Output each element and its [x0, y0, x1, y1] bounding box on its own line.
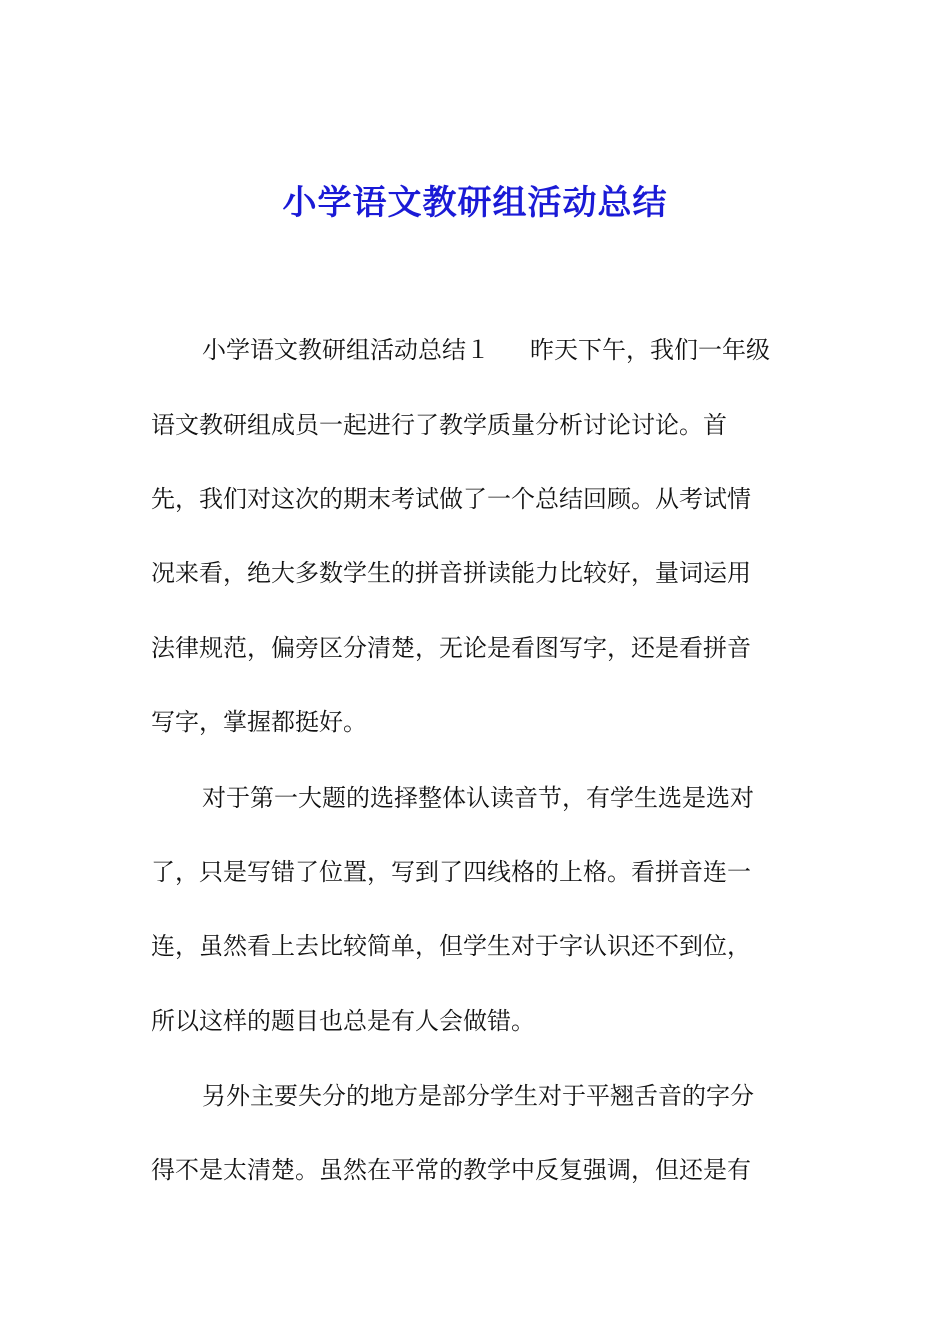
- body-line-1: [202, 334, 770, 366]
- inline-heading: 小学语文教研组活动总结１: [202, 336, 490, 364]
- body-line-12: 得不是太清楚。虽然在平常的教学中反复强调，但还是有: [151, 1156, 751, 1184]
- body-line-2: 语文教研组成员一起进行了教学质量分析讨论讨论。首: [151, 411, 727, 439]
- body-line-7: 对于第一大题的选择整体认读音节，有学生选是选对: [202, 784, 754, 812]
- body-line-8: 了，只是写错了位置，写到了四线格的上格。看拼音连一: [151, 858, 751, 886]
- document-title: 小学语文教研组活动总结: [282, 183, 668, 223]
- body-line-9: 连，虽然看上去比较简单，但学生对于字认识还不到位，: [151, 932, 751, 960]
- body-line-6: 写字，掌握都挺好。: [151, 708, 367, 736]
- body-line-10: 所以这样的题目也总是有人会做错。: [151, 1007, 535, 1035]
- body-text: 昨天下午，我们一年级: [530, 336, 770, 364]
- body-line-4: 况来看，绝大多数学生的拼音拼读能力比较好，量词运用: [151, 559, 751, 587]
- body-line-11: 另外主要失分的地方是部分学生对于平翘舌音的字分: [202, 1082, 754, 1110]
- body-line-3: 先，我们对这次的期末考试做了一个总结回顾。从考试情: [151, 485, 751, 513]
- body-line-5: 法律规范，偏旁区分清楚，无论是看图写字，还是看拼音: [151, 634, 751, 662]
